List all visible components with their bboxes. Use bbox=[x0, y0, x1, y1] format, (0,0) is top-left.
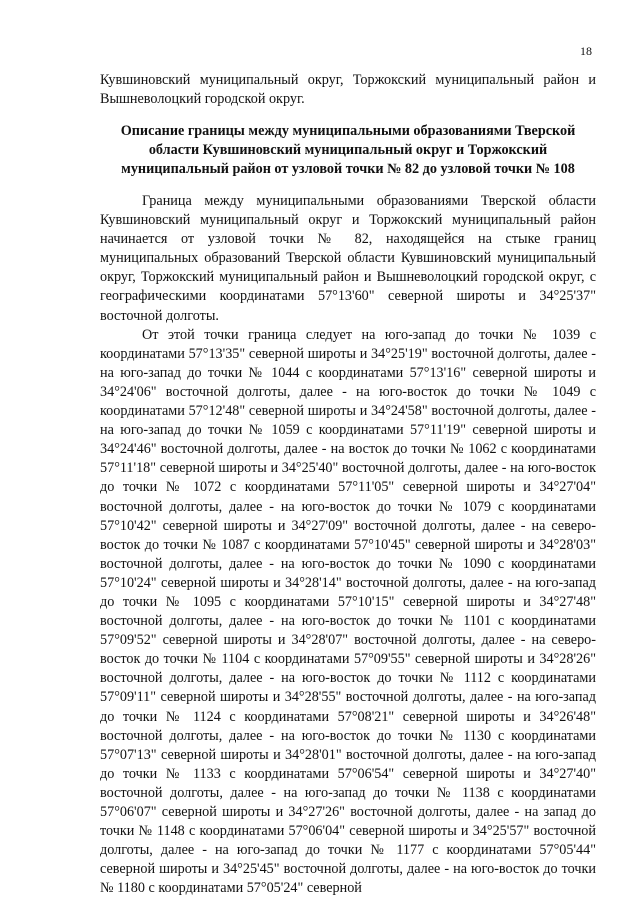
paragraph-start-point: Граница между муниципальными образованиями Тверской области Кувшиновский муниципальный округ и Торжокский муниципальный район начинается от узловой точки № 82, находящейся на стыке границ муниципальных образований Тверской области Кувшиновский муниципальный округ, Торжокский муниципальный район и Вышневолоцкий городской округ, с географическими координатами 57°13'60" северной широты и 34°25'37" восточной долготы. bbox=[100, 193, 596, 324]
page-number: 18 bbox=[580, 44, 592, 58]
boundary-description bbox=[100, 192, 596, 898]
intro-paragraph: Кувшиновский муниципальный округ, Торжокский муниципальный район и Вышневолоцкий городской округ. bbox=[100, 72, 596, 107]
paragraph-route: От этой точки граница следует на юго-запад до точки № 1039 с координатами 57°13'35" северной широты и 34°25'19" восточной долготы, далее - на юго-запад до точки № 1044 с координатами 57°13'16" северной широты и 34°24'06" восточной долготы, далее - на юго-восток до точки № 1049 с координатами 57°12'48" северной широты и 34°24'58" восточной долготы, далее - на юго-запад до точки № 1059 с координатами 57°11'19" северной широты и 34°24'46" восточной долготы, далее - на восток до точки № 1062 с координатами 57°11'18" северной широты и 34°25'40" восточной долготы, далее - на юго-восток до точки № 1072 с координатами 57°11'05" северной широты и 34°27'04" восточной долготы, далее - на юго-восток до точки № 1079 с координатами 57°10'42" северной широты и 34°27'09" восточной долготы, далее - на северо-восток до точки № 1087 с координатами 57°10'45" северной широты и 34°28'03" восточной долготы, далее - на юго-восток до точки № 1090 с координатами 57°10'24" северной широты и 34°28'14" восточной долготы, далее - на юго-запад до точки № 1095 с координатами 57°10'15" северной широты и 34°27'48" восточной долготы, далее - на юго-восток до точки № 1101 с координатами 57°09'52" северной широты и 34°28'07" восточной долготы, далее - на северо-восток до точки № 1104 с координатами 57°09'55" северной широты и 34°28'26" восточной долготы, далее - на юго-восток до точки № 1112 с координатами 57°09'11" северной широты и 34°28'55" восточной долготы, далее - на юго-запад до точки № 1124 с координатами 57°08'21" северной широты и 34°26'48" восточной долготы, далее - на юго-восток до точки № 1130 с координатами 57°07'13" северной широты и 34°28'01" восточной долготы, далее - на юго-запад до точки № 1133 с координатами 57°06'54" северной широты и 34°27'40" восточной долготы, далее - на юго-запад до точки № 1138 с координатами 57°06'07" северной широты и 34°27'26" восточной долготы, далее - на запад до точки № 1148 с координатами 57°06'04" северной широты и 34°25'57" восточной долготы, далее - на юго-запад до точки № 1177 с координатами 57°05'44" северной широты и 34°25'45" восточной долготы, далее - на юго-восток до точки № 1180 с координатами 57°05'24" северной bbox=[100, 326, 596, 897]
section-heading: Описание границы между муниципальными образованиями Тверской области Кувшиновский муниципальный округ и Торжокский муниципальный район от узловой точки № 82 до узловой точки № 108 bbox=[120, 123, 576, 177]
